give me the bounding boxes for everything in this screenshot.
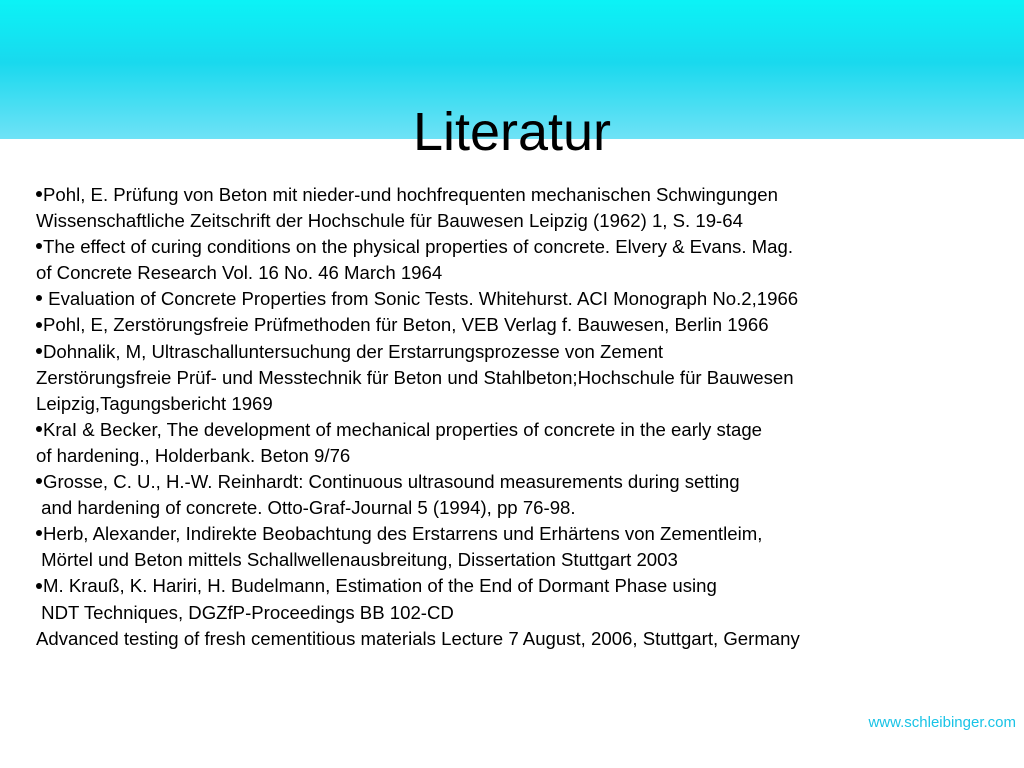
reference-line <box>36 234 1006 260</box>
reference-text: Leipzig,Tagungsbericht 1969 <box>36 392 273 414</box>
reference-line <box>36 626 1006 652</box>
reference-line <box>36 600 1006 626</box>
reference-text: of hardening., Holderbank. Beton 9/76 <box>36 444 351 466</box>
reference-line <box>36 365 1006 391</box>
reference-line <box>36 286 1006 312</box>
reference-line <box>36 469 1006 495</box>
bullet-icon <box>36 243 42 249</box>
website-link[interactable]: www.schleibinger.com <box>868 714 1016 731</box>
bullet-icon <box>36 322 42 328</box>
reference-text: Grosse, C. U., H.-W. Reinhardt: Continuous ultrasound measurements during setting <box>43 471 740 493</box>
bullet-icon <box>36 478 42 484</box>
reference-text: Herb, Alexander, Indirekte Beobachtung des Erstarrens und Erhärtens von Zementleim, <box>43 523 763 545</box>
bullet-icon <box>36 295 42 301</box>
reference-text: The effect of curing conditions on the physical properties of concrete. Elvery & Evans. Mag. <box>43 236 793 258</box>
reference-line <box>36 312 1006 338</box>
bullet-icon <box>36 583 42 589</box>
reference-text: and hardening of concrete. Otto-Graf-Journal 5 (1994), pp 76-98. <box>36 497 576 519</box>
reference-text: of Concrete Research Vol. 16 No. 46 March 1964 <box>36 262 443 284</box>
bullet-icon <box>36 530 42 536</box>
reference-line <box>36 495 1006 521</box>
reference-line <box>36 443 1006 469</box>
reference-text: NDT Techniques, DGZfP-Proceedings BB 102-CD <box>36 601 454 623</box>
reference-text: Pohl, E, Zerstörungsfreie Prüfmethoden für Beton, VEB Verlag f. Bauwesen, Berlin 1966 <box>43 314 769 336</box>
reference-text: Mörtel und Beton mittels Schallwellenausbreitung, Dissertation Stuttgart 2003 <box>36 549 678 571</box>
reference-line <box>36 208 1006 234</box>
reference-line <box>36 260 1006 286</box>
reference-line <box>36 339 1006 365</box>
reference-text: Evaluation of Concrete Properties from Sonic Tests. Whitehurst. ACI Monograph No.2,1966 <box>43 288 799 310</box>
bullet-icon <box>36 348 42 354</box>
reference-text: KraI & Becker, The development of mechanical properties of concrete in the early stage <box>43 418 763 440</box>
reference-text: Zerstörungsfreie Prüf- und Messtechnik für Beton und Stahlbeton;Hochschule für Bauwesen <box>36 366 794 388</box>
reference-text: M. Krauß, K. Hariri, H. Budelmann, Estimation of the End of Dormant Phase using <box>43 575 717 597</box>
reference-line <box>36 521 1006 547</box>
reference-text: Wissenschaftliche Zeitschrift der Hochschule für Bauwesen Leipzig (1962) 1, S. 19-64 <box>36 210 743 232</box>
reference-text: Pohl, E. Prüfung von Beton mit nieder-und hochfrequenten mechanischen Schwingungen <box>43 184 778 205</box>
reference-line <box>36 573 1006 599</box>
reference-line <box>36 417 1006 443</box>
reference-line <box>36 391 1006 417</box>
bullet-icon <box>36 426 42 432</box>
reference-text: Dohnalik, M, Ultraschalluntersuchung der Erstarrungsprozesse von Zement <box>43 340 664 362</box>
reference-text: Advanced testing of fresh cementitious materials Lecture 7 August, 2006, Stuttgart, Germany <box>36 627 800 649</box>
reference-line <box>36 182 1006 208</box>
reference-list <box>36 182 1006 652</box>
slide-title: Literatur <box>412 102 612 163</box>
bullet-icon <box>36 191 42 197</box>
reference-line <box>36 547 1006 573</box>
